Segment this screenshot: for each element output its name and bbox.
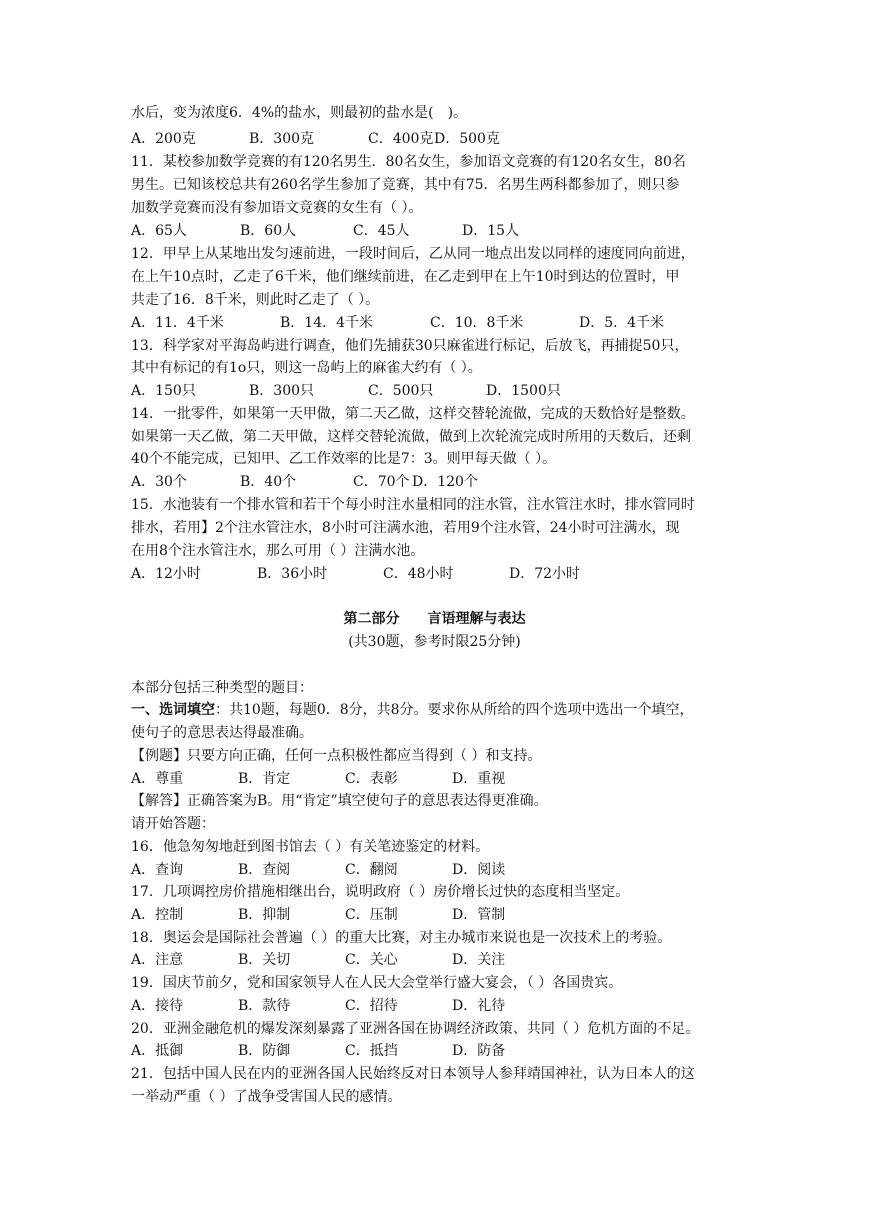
q11-option-b: B．60人 bbox=[240, 223, 297, 239]
q12-line-3: 共走了16．8千米，则此时乙走了（ ）。 bbox=[131, 292, 380, 308]
q19-option-d: D．礼待 bbox=[452, 998, 506, 1014]
section1-line-2: 使句子的意思表达得最准确。 bbox=[131, 725, 313, 741]
q20-option-c: C．抵挡 bbox=[345, 1043, 398, 1059]
q19-option-b: B．款待 bbox=[238, 998, 291, 1014]
q15-option-c: C．48小时 bbox=[383, 566, 454, 582]
q14-line-3: 40个不能完成，已知甲、乙工作效率的比是7：3。则甲每天做（ ）。 bbox=[131, 451, 557, 467]
example-option-a: A．尊重 bbox=[131, 771, 184, 787]
q14-line-1: 14．一批零件，如果第一天甲做，第二天乙做，这样交替轮流做，完成的天数恰好是整数。 bbox=[131, 406, 695, 422]
q12-option-d: D．5．4千米 bbox=[579, 315, 665, 331]
q20-option-b: B．防御 bbox=[238, 1043, 291, 1059]
q11-line-2: 男生。已知该校总共有260名学生参加了竞赛，其中有75．名男生两科都参加了，则只参 bbox=[131, 177, 680, 193]
q21-line-2: 一举动严重（ ）了战争受害国人民的感情。 bbox=[131, 1089, 402, 1105]
example-question: 【例题】只要方向正确，任何一点积极性都应当得到（ ）和支持。 bbox=[131, 748, 542, 764]
section1-label: 一、选词填空 bbox=[131, 702, 215, 718]
q16-option-b: B．查阅 bbox=[238, 862, 291, 878]
q20-text: 20．亚洲金融危机的爆发深刻暴露了亚洲各国在协调经济政策、共同（ ）危机方面的不足。 bbox=[131, 1021, 700, 1037]
section1-line-1 bbox=[131, 699, 694, 722]
q12-line-2: 在上午10点时，乙走了6千米，他们继续前进，在乙走到甲在上午10时到达的位置时，甲 bbox=[131, 269, 680, 285]
q12-option-a: A．11．4千米 bbox=[131, 315, 224, 331]
q11-line-3: 加数学竞赛而没有参加语文竞赛的女生有（ ）。 bbox=[131, 200, 423, 216]
q16-option-d: D．阅读 bbox=[452, 862, 506, 878]
q13-option-a: A．150只 bbox=[131, 383, 196, 399]
q14-line-2: 如果第一天乙做，第二天甲做，这样交替轮流做，做到上次轮流完成时所用的天数后，还剩 bbox=[131, 429, 691, 445]
q18-option-a: A．注意 bbox=[131, 952, 184, 968]
part2-title: 第二部分 言语理解与表达 bbox=[343, 611, 526, 627]
q10-option-c: C．400克 bbox=[368, 131, 434, 147]
q11-option-c: C．45人 bbox=[353, 223, 410, 239]
section1-text: ：共10题，每题0．8分，共8分。要求你从所给的四个选项中选出一个填空， bbox=[215, 702, 694, 718]
q18-option-b: B．关切 bbox=[238, 952, 291, 968]
q14-option-a: A．30个 bbox=[131, 474, 187, 490]
part2-subtitle: (共30题，参考时限25分钟) bbox=[348, 634, 521, 650]
q12-option-b: B．14．4千米 bbox=[280, 315, 374, 331]
q17-option-d: D．管制 bbox=[452, 907, 506, 923]
q16-option-a: A．查询 bbox=[131, 862, 184, 878]
q16-text: 16．他急匆匆地赶到图书馆去（ ）有关笔迹鉴定的材料。 bbox=[131, 839, 490, 855]
example-option-d: D．重视 bbox=[452, 771, 506, 787]
q11-option-a: A．65人 bbox=[131, 223, 187, 239]
example-answer: 【解答】正确答案为B。用“肯定”填空使句子的意思表达得更准确。 bbox=[131, 793, 548, 809]
q12-line-1: 12．甲早上从某地出发匀速前进，一段时间后，乙从同一地点出发以同样的速度同向前进， bbox=[131, 246, 695, 262]
q11-option-d: D．15人 bbox=[462, 223, 520, 239]
part2-intro: 本部分包括三种类型的题目： bbox=[131, 680, 313, 696]
q14-option-c: C．70个 bbox=[353, 474, 410, 490]
q14-option-d: D．120个 bbox=[412, 474, 478, 490]
example-option-b: B．肯定 bbox=[238, 771, 291, 787]
q10-option-a: A．200克 bbox=[131, 131, 196, 147]
q20-option-d: D．防备 bbox=[452, 1043, 506, 1059]
q17-text: 17．几项调控房价措施相继出台，说明政府（ ）房价增长过快的态度相当坚定。 bbox=[131, 884, 630, 900]
q15-option-a: A．12小时 bbox=[131, 566, 201, 582]
q19-text: 19．国庆节前夕，党和国家领导人在人民大会堂举行盛大宴会，（ ）各国贵宾。 bbox=[131, 975, 623, 991]
start-prompt: 请开始答题： bbox=[131, 816, 215, 832]
q13-option-d: D．1500只 bbox=[486, 383, 561, 399]
q10-option-b: B．300克 bbox=[249, 131, 315, 147]
q18-text: 18．奥运会是国际社会普遍（ ）的重大比赛，对主办城市来说也是一次技术上的考验。 bbox=[131, 930, 672, 946]
q18-option-d: D．关注 bbox=[452, 952, 506, 968]
q21-line-1: 21．包括中国人民在内的亚洲各国人民始终反对日本领导人参拜靖国神社，认为日本人的这 bbox=[131, 1066, 695, 1082]
q15-line-3: 在用8个注水管注水，那么可用（ ）注满水池。 bbox=[131, 543, 425, 559]
q15-line-2: 排水，若用】2个注水管注水，8小时可注满水池，若用9个注水管，24小时可注满水，现 bbox=[131, 520, 680, 536]
q19-option-c: C．招待 bbox=[345, 998, 398, 1014]
q17-option-a: A．控制 bbox=[131, 907, 184, 923]
q19-option-a: A．接待 bbox=[131, 998, 184, 1014]
q12-option-c: C．10．8千米 bbox=[430, 315, 524, 331]
q15-option-d: D．72小时 bbox=[509, 566, 581, 582]
q13-line-1: 13．科学家对平海岛屿进行调查，他们先捕获30只麻雀进行标记，后放飞，再捕捉50只， bbox=[131, 338, 689, 354]
q10-option-d: D．500克 bbox=[434, 131, 500, 147]
q16-option-c: C．翻阅 bbox=[345, 862, 398, 878]
q20-option-a: A．抵御 bbox=[131, 1043, 184, 1059]
q15-line-1: 15．水池装有一个排水管和若干个每小时注水量相同的注水管，注水管注水时，排水管同时 bbox=[131, 497, 695, 513]
q17-option-c: C．压制 bbox=[345, 907, 398, 923]
q14-option-b: B．40个 bbox=[240, 474, 297, 490]
q11-line-1: 11．某校参加数学竞赛的有120名男生．80名女生，参加语文竞赛的有120名女生，80名 bbox=[131, 154, 686, 170]
q17-option-b: B．抑制 bbox=[238, 907, 291, 923]
q13-option-c: C．500只 bbox=[368, 383, 434, 399]
q13-option-b: B．300只 bbox=[249, 383, 315, 399]
q10-text: 水后，变为浓度6．4%的盐水，则最初的盐水是( )。 bbox=[131, 105, 468, 121]
q18-option-c: C．关心 bbox=[345, 952, 398, 968]
example-option-c: C．表彰 bbox=[345, 771, 398, 787]
q15-option-b: B．36小时 bbox=[257, 566, 328, 582]
q13-line-2: 其中有标记的有1o只，则这一岛屿上的麻雀大约有（ ）。 bbox=[131, 360, 482, 376]
